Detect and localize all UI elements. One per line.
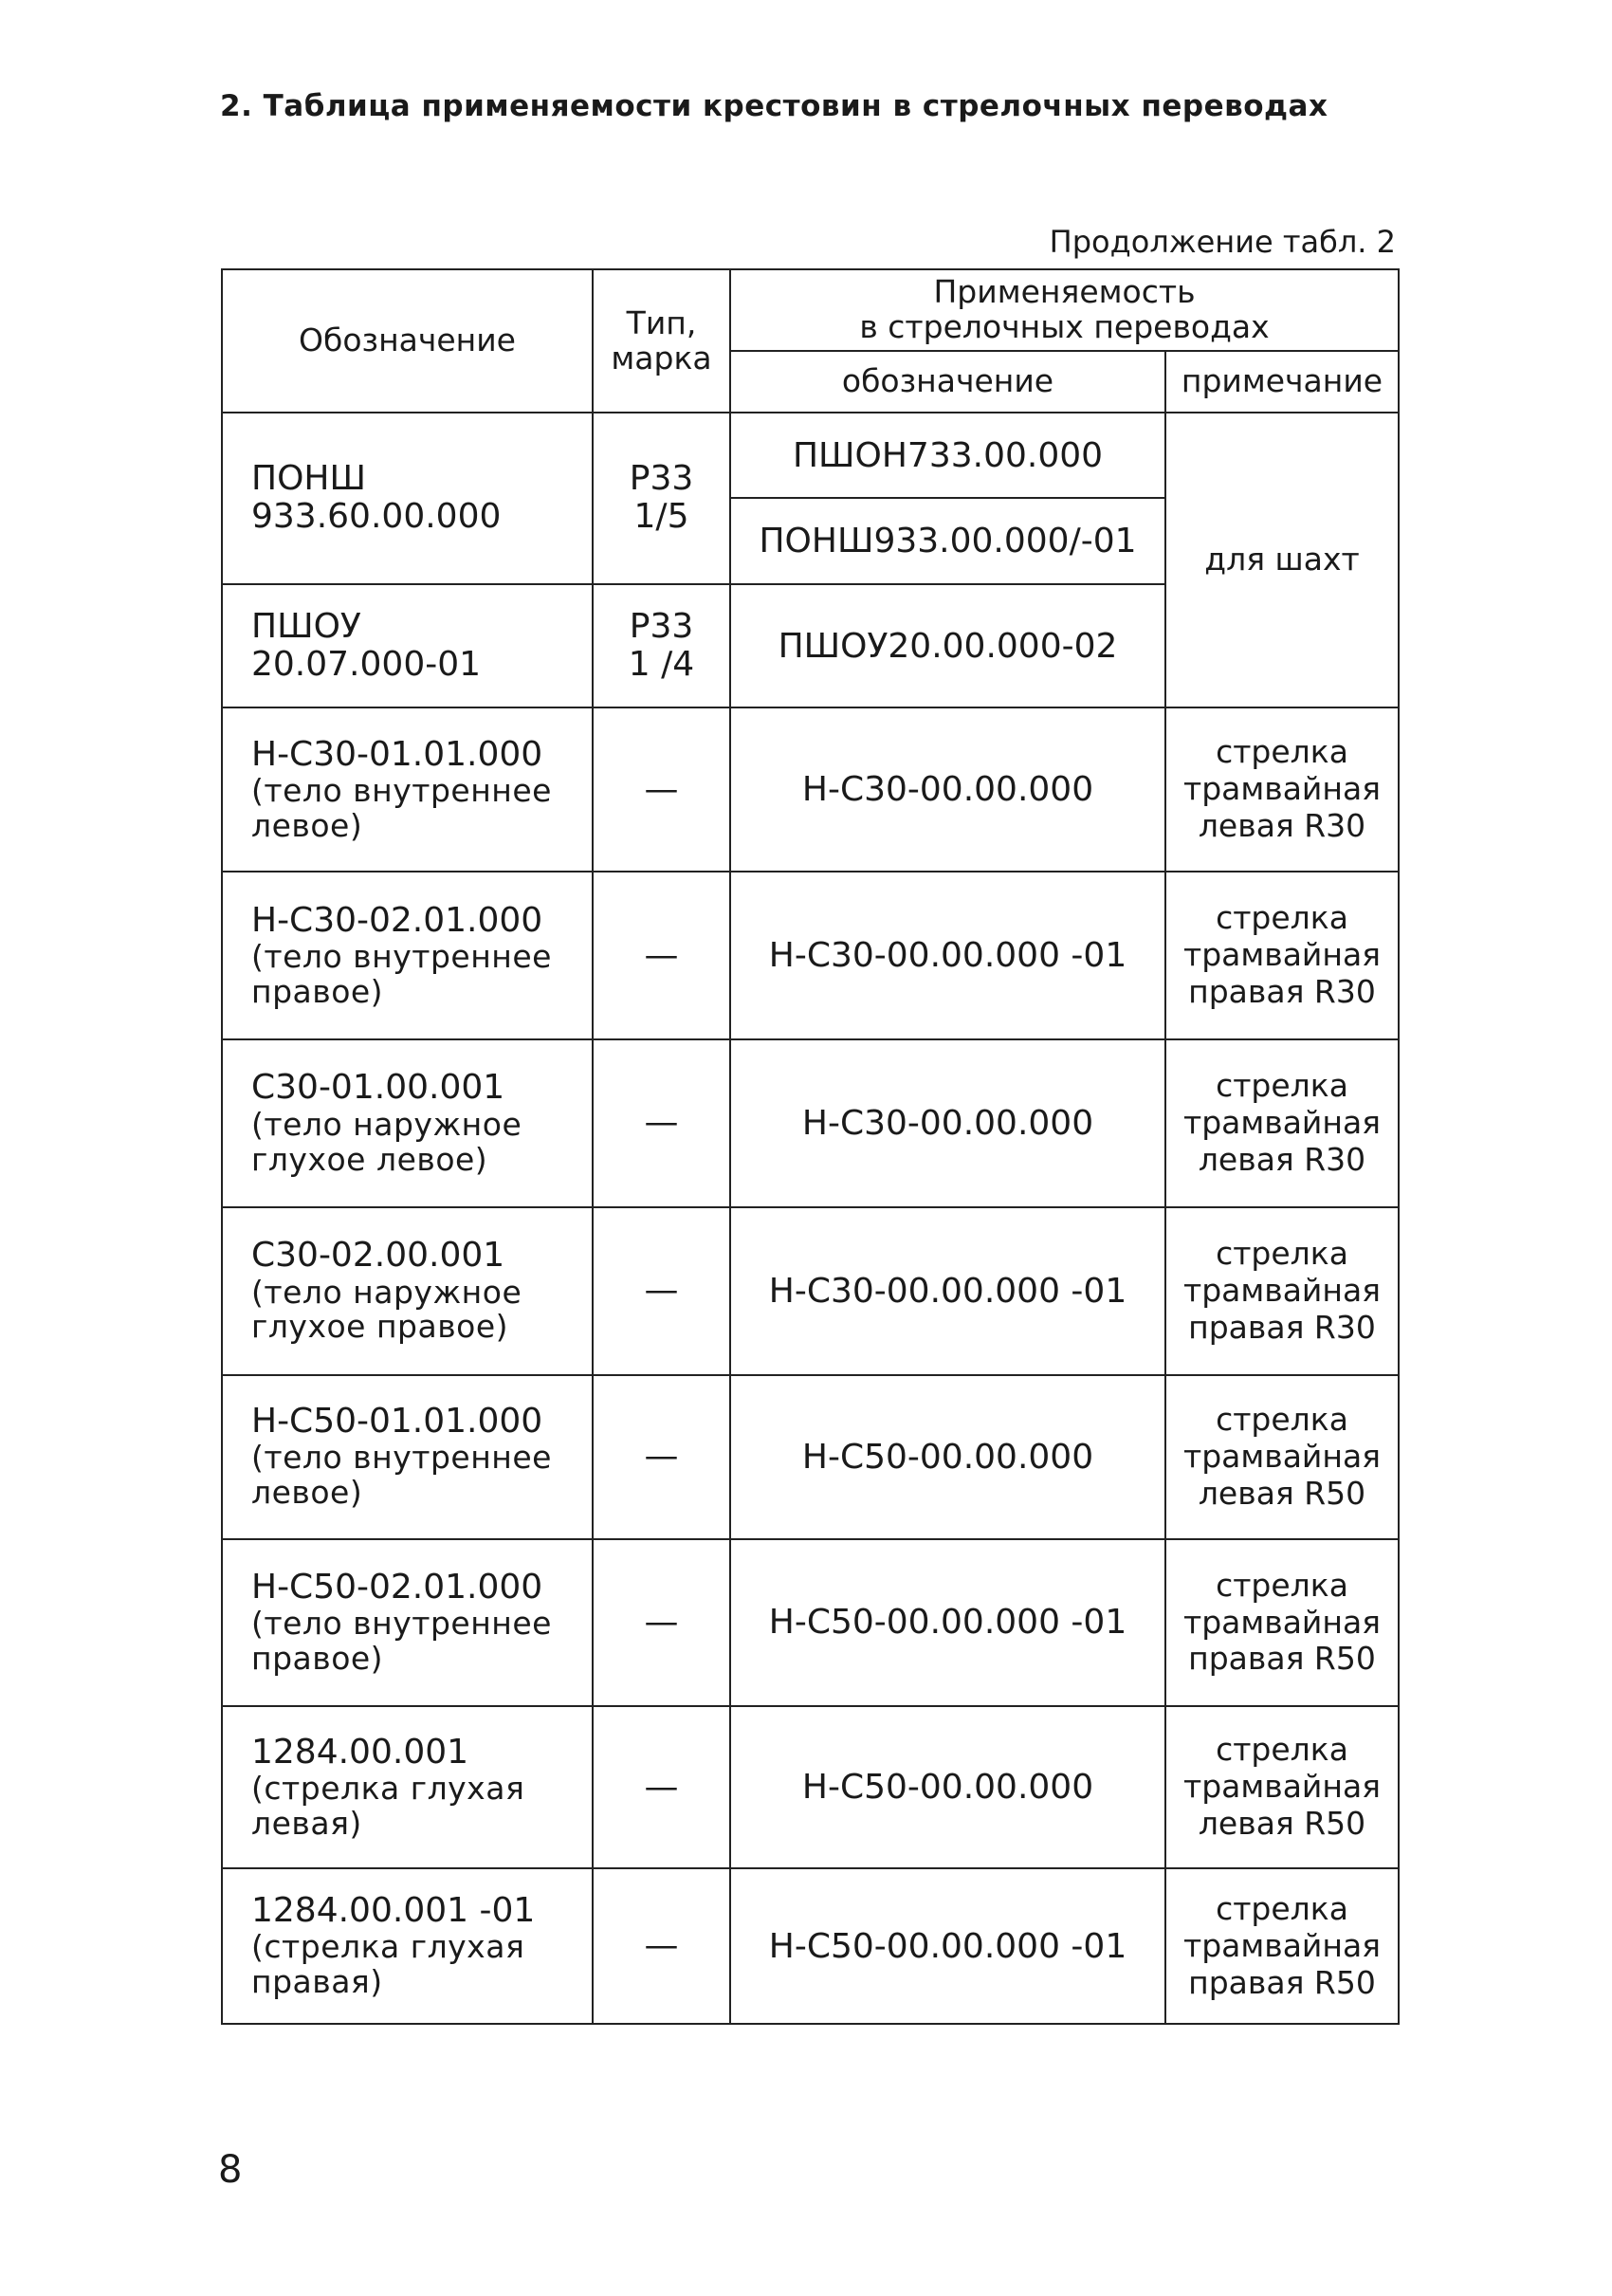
cell-note [1165, 1868, 1399, 2024]
header-type-line: марка [611, 339, 712, 377]
cell-applicability: Н-С50-00.00.000 [730, 1706, 1165, 1868]
table-row [222, 413, 1399, 498]
note-line: стрелка [1216, 733, 1348, 771]
cell-applicability: Н-С30-00.00.000 [730, 707, 1165, 872]
cell-type [593, 584, 730, 708]
cell-designation [222, 1039, 593, 1207]
note-line: правая R30 [1188, 973, 1376, 1011]
cell-applicability: Н-С30-00.00.000 -01 [730, 1207, 1165, 1375]
designation-desc: правая) [251, 1963, 383, 2001]
header-designation: Обозначение [222, 269, 593, 413]
note-line: трамвайная [1182, 1271, 1382, 1309]
table-continuation-label: Продолжение табл. 2 [1049, 224, 1396, 260]
cell-note [1165, 1207, 1399, 1375]
note-line: трамвайная [1182, 936, 1382, 974]
designation-desc: (стрелка глухая [251, 1769, 525, 1807]
designation-code: 933.60.00.000 [251, 497, 502, 537]
note-line: трамвайная [1182, 1926, 1382, 1964]
note-line: левая R50 [1198, 1805, 1366, 1843]
header-sub-designation: обозначение [730, 351, 1165, 413]
cell-designation [222, 1706, 593, 1868]
designation-code: С30-02.00.001 [251, 1236, 505, 1276]
cell-type: — [593, 872, 730, 1039]
designation-desc: правое) [251, 1640, 384, 1678]
note-line: трамвайная [1182, 1104, 1382, 1142]
designation-code: 20.07.000-01 [251, 645, 482, 685]
designation-desc: (тело внутреннее [251, 772, 552, 810]
note-line: стрелка [1216, 1067, 1348, 1105]
cell-applicability: Н-С30-00.00.000 -01 [730, 872, 1165, 1039]
note-line: правая R30 [1188, 1308, 1376, 1346]
note-line: стрелка [1216, 1234, 1348, 1272]
header-type-line: Тип, [626, 303, 697, 341]
cell-designation [222, 1539, 593, 1707]
type-line: Р33 [629, 459, 694, 499]
applicability-table [221, 268, 1400, 2025]
designation-code: Н-С50-02.01.000 [251, 1567, 543, 1607]
table-row [222, 1375, 1399, 1539]
designation-desc: левая) [251, 1804, 362, 1842]
designation-desc: левое) [251, 1474, 363, 1512]
cell-type: — [593, 707, 730, 872]
note-line: левая R50 [1198, 1474, 1366, 1512]
designation-code: С30-01.00.001 [251, 1068, 505, 1108]
cell-designation [222, 872, 593, 1039]
note-line: правая R50 [1188, 1640, 1376, 1678]
note-line: стрелка [1216, 1566, 1348, 1604]
note-line: трамвайная [1182, 770, 1382, 808]
designation-code: 1284.00.001 [251, 1732, 469, 1772]
designation-desc: (тело наружное [251, 1273, 522, 1311]
cell-applicability: Н-С50-00.00.000 [730, 1375, 1165, 1539]
header-type [593, 269, 730, 413]
cell-note [1165, 707, 1399, 872]
cell-designation [222, 584, 593, 708]
cell-note [1165, 1706, 1399, 1868]
cell-note-mines: для шахт [1165, 413, 1399, 707]
designation-desc: правое) [251, 972, 384, 1010]
cell-note [1165, 1039, 1399, 1207]
table-row [222, 707, 1399, 872]
designation-desc: (стрелка глухая [251, 1928, 525, 1966]
cell-type: — [593, 1706, 730, 1868]
cell-designation [222, 1375, 593, 1539]
cell-applicability: ПШОН733.00.000 [730, 413, 1165, 498]
cell-note [1165, 872, 1399, 1039]
type-line: Р33 [629, 606, 694, 646]
page-number: 8 [218, 2148, 243, 2192]
designation-desc: (тело внутреннее [251, 1605, 552, 1643]
cell-applicability: Н-С30-00.00.000 [730, 1039, 1165, 1207]
note-line: стрелка [1216, 1731, 1348, 1769]
note-line: левая R30 [1198, 1140, 1366, 1178]
note-line: стрелка [1216, 1889, 1348, 1927]
cell-type: — [593, 1375, 730, 1539]
cell-type [593, 413, 730, 584]
designation-desc: глухое правое) [251, 1308, 509, 1346]
note-line: стрелка [1216, 1400, 1348, 1438]
cell-type: — [593, 1539, 730, 1707]
cell-note [1165, 1375, 1399, 1539]
cell-applicability: Н-С50-00.00.000 -01 [730, 1868, 1165, 2024]
note-line: трамвайная [1182, 1603, 1382, 1641]
table-row [222, 1706, 1399, 1868]
designation-desc: левое) [251, 807, 363, 845]
cell-type: — [593, 1039, 730, 1207]
designation-code: Н-С50-01.01.000 [251, 1402, 543, 1442]
table-row [222, 1868, 1399, 2024]
designation-desc: (тело наружное [251, 1105, 522, 1143]
table-row [222, 1207, 1399, 1375]
note-line: трамвайная [1182, 1768, 1382, 1806]
type-line: 1/5 [633, 497, 689, 537]
note-line: левая R30 [1198, 807, 1366, 845]
cell-applicability: Н-С50-00.00.000 -01 [730, 1539, 1165, 1707]
cell-designation [222, 707, 593, 872]
designation-code: 1284.00.001 -01 [251, 1890, 536, 1930]
table-row [222, 1039, 1399, 1207]
header-applicability [730, 269, 1399, 351]
header-applicability-line: Применяемость [933, 273, 1196, 311]
designation-code: ПОНШ [251, 459, 366, 499]
section-heading: 2. Таблица применяемости крестовин в стрелочных переводах [220, 89, 1328, 123]
cell-applicability: ПШОУ20.00.000-02 [730, 584, 1165, 708]
cell-designation [222, 413, 593, 584]
table-row [222, 872, 1399, 1039]
cell-designation [222, 1207, 593, 1375]
type-line: 1 /4 [628, 645, 695, 685]
designation-desc: (тело внутреннее [251, 1439, 552, 1477]
note-line: трамвайная [1182, 1437, 1382, 1475]
note-line: правая R50 [1188, 1963, 1376, 2001]
designation-code: ПШОУ [251, 606, 361, 646]
table-row [222, 1539, 1399, 1707]
cell-type: — [593, 1207, 730, 1375]
cell-type: — [593, 1868, 730, 2024]
header-sub-note: примечание [1165, 351, 1399, 413]
cell-applicability: ПОНШ933.00.000/-01 [730, 498, 1165, 583]
designation-code: Н-С30-02.01.000 [251, 900, 543, 940]
cell-designation [222, 1868, 593, 2024]
designation-desc: (тело внутреннее [251, 937, 552, 975]
designation-code: Н-С30-01.01.000 [251, 734, 543, 774]
header-applicability-line: в стрелочных переводах [859, 308, 1270, 345]
note-line: стрелка [1216, 899, 1348, 937]
cell-note [1165, 1539, 1399, 1707]
designation-desc: глухое левое) [251, 1140, 488, 1178]
